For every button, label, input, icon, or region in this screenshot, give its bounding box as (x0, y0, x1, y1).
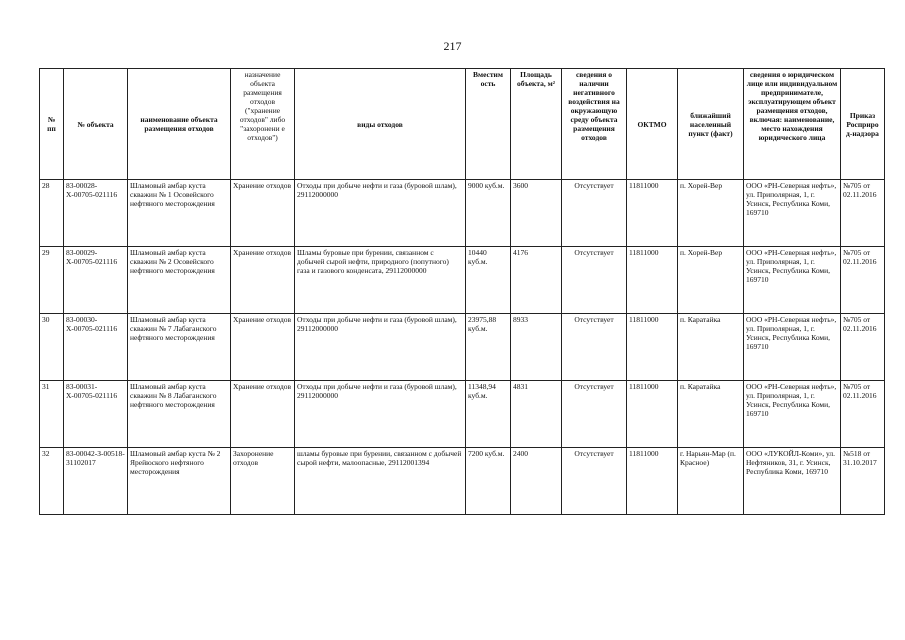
table-header-row (40, 69, 885, 180)
cell-capacity: 9000 куб.м. (466, 180, 511, 247)
cell-purpose: Хранение отходов (231, 180, 295, 247)
cell-num: 32 (40, 448, 64, 515)
header-settlement: ближайший населенный пункт (факт) (678, 69, 744, 180)
cell-waste-types: шламы буровые при бурении, связанном с добычей сырой нефти, малоопасные, 29112001394 (295, 448, 466, 515)
cell-waste-types: Отходы при добыче нефти и газа (буровой шлам), 29112000000 (295, 180, 466, 247)
cell-order: №705 от 02.11.2016 (841, 247, 885, 314)
cell-waste-types: Отходы при добыче нефти и газа (буровой шлам), 29112000000 (295, 314, 466, 381)
cell-num: 28 (40, 180, 64, 247)
cell-area: 3600 (511, 180, 562, 247)
header-order: Приказ Росприро д-надзора (841, 69, 885, 180)
cell-object-name: Шламовый амбар куста скважин № 2 Осовейского нефтяного месторождения (128, 247, 231, 314)
cell-purpose: Хранение отходов (231, 314, 295, 381)
cell-area: 8933 (511, 314, 562, 381)
cell-purpose: Хранение отходов (231, 381, 295, 448)
cell-settlement: г. Нарьян-Мар (п. Красное) (678, 448, 744, 515)
cell-oktmo: 11811000 (627, 381, 678, 448)
cell-oktmo: 11811000 (627, 448, 678, 515)
cell-order: №705 от 02.11.2016 (841, 314, 885, 381)
table-body (40, 180, 885, 515)
cell-object-name: Шламовый амбар куста скважин № 1 Осовейского нефтяного месторождения (128, 180, 231, 247)
header-owner: сведения о юридическом лице или индивидуальном предпринимателе, эксплуатирующем объект размещения отходов, включая: наименование, место нахождения юридического лица (744, 69, 841, 180)
cell-capacity: 23975,88 куб.м. (466, 314, 511, 381)
cell-num: 31 (40, 381, 64, 448)
cell-capacity: 11348,94 куб.м. (466, 381, 511, 448)
cell-object-num: 83-00042-З-00518-31102017 (64, 448, 128, 515)
page-number: 217 (443, 39, 462, 53)
cell-capacity: 10440 куб.м. (466, 247, 511, 314)
cell-settlement: п. Хорей-Вер (678, 247, 744, 314)
cell-negative-impact: Отсутствует (562, 314, 627, 381)
cell-negative-impact: Отсутствует (562, 381, 627, 448)
cell-oktmo: 11811000 (627, 180, 678, 247)
cell-waste-types: Отходы при добыче нефти и газа (буровой шлам), 29112000000 (295, 381, 466, 448)
cell-waste-types: Шламы буровые при бурении, связанном с добычей сырой нефти, природного (попутного) газа и газового конденсата, 29112000000 (295, 247, 466, 314)
cell-oktmo: 11811000 (627, 314, 678, 381)
cell-order: №705 от 02.11.2016 (841, 381, 885, 448)
cell-negative-impact: Отсутствует (562, 180, 627, 247)
cell-capacity: 7200 куб.м. (466, 448, 511, 515)
cell-settlement: п. Каратайка (678, 314, 744, 381)
cell-object-num: 83-00029-Х-00705-021116 (64, 247, 128, 314)
cell-area: 4176 (511, 247, 562, 314)
table-row (40, 180, 885, 247)
cell-negative-impact: Отсутствует (562, 247, 627, 314)
header-waste-types: виды отходов (295, 69, 466, 180)
table-row (40, 448, 885, 515)
cell-purpose: Захоронение отходов (231, 448, 295, 515)
cell-purpose: Хранение отходов (231, 247, 295, 314)
cell-object-num: 83-00028-Х-00705-021116 (64, 180, 128, 247)
cell-owner: ООО «РН-Северная нефть», ул. Приполярная, 1, г. Усинск, Республика Коми, 169710 (744, 381, 841, 448)
cell-num: 29 (40, 247, 64, 314)
cell-negative-impact: Отсутствует (562, 448, 627, 515)
header-area: Площадь объекта, м² (511, 69, 562, 180)
waste-facilities-table (39, 68, 885, 515)
header-negative-impact: сведения о наличии негативного воздействия на окружающую среду объекта размещения отходов (562, 69, 627, 180)
cell-object-name: Шламовый амбар куста скважин № 8 Лабаганского нефтяного месторождения (128, 381, 231, 448)
cell-area: 2400 (511, 448, 562, 515)
header-num: № пп (40, 69, 64, 180)
table-row (40, 381, 885, 448)
cell-owner: ООО «РН-Северная нефть», ул. Приполярная, 1, г. Усинск, Республика Коми, 169710 (744, 314, 841, 381)
header-oktmo: ОКТМО (627, 69, 678, 180)
cell-object-name: Шламовый амбар куста скважин № 7 Лабаганского нефтяного месторождения (128, 314, 231, 381)
table-row (40, 314, 885, 381)
cell-order: №518 от 31.10.2017 (841, 448, 885, 515)
cell-settlement: п. Каратайка (678, 381, 744, 448)
header-object-num: № объекта (64, 69, 128, 180)
cell-owner: ООО «РН-Северная нефть», ул. Приполярная, 1, г. Усинск, Республика Коми, 169710 (744, 247, 841, 314)
cell-object-num: 83-00030-Х-00705-021116 (64, 314, 128, 381)
cell-object-name: Шламовый амбар куста № 2 Ярейюского нефтяного месторождения (128, 448, 231, 515)
header-object-name: наименование объекта размещения отходов (128, 69, 231, 180)
cell-area: 4831 (511, 381, 562, 448)
table-row (40, 247, 885, 314)
header-purpose: назначение объекта размещения отходов ("хранение отходов" либо "захоронени е отходов") (231, 69, 295, 180)
cell-settlement: п. Хорей-Вер (678, 180, 744, 247)
header-capacity: Вместим ость (466, 69, 511, 180)
cell-num: 30 (40, 314, 64, 381)
cell-oktmo: 11811000 (627, 247, 678, 314)
cell-owner: ООО «РН-Северная нефть», ул. Приполярная, 1, г. Усинск, Республика Коми, 169710 (744, 180, 841, 247)
cell-object-num: 83-00031-Х-00705-021116 (64, 381, 128, 448)
cell-owner: ООО «ЛУКОЙЛ-Коми», ул. Нефтяников, 31, г. Усинск, Республика Коми, 169710 (744, 448, 841, 515)
cell-order: №705 от 02.11.2016 (841, 180, 885, 247)
